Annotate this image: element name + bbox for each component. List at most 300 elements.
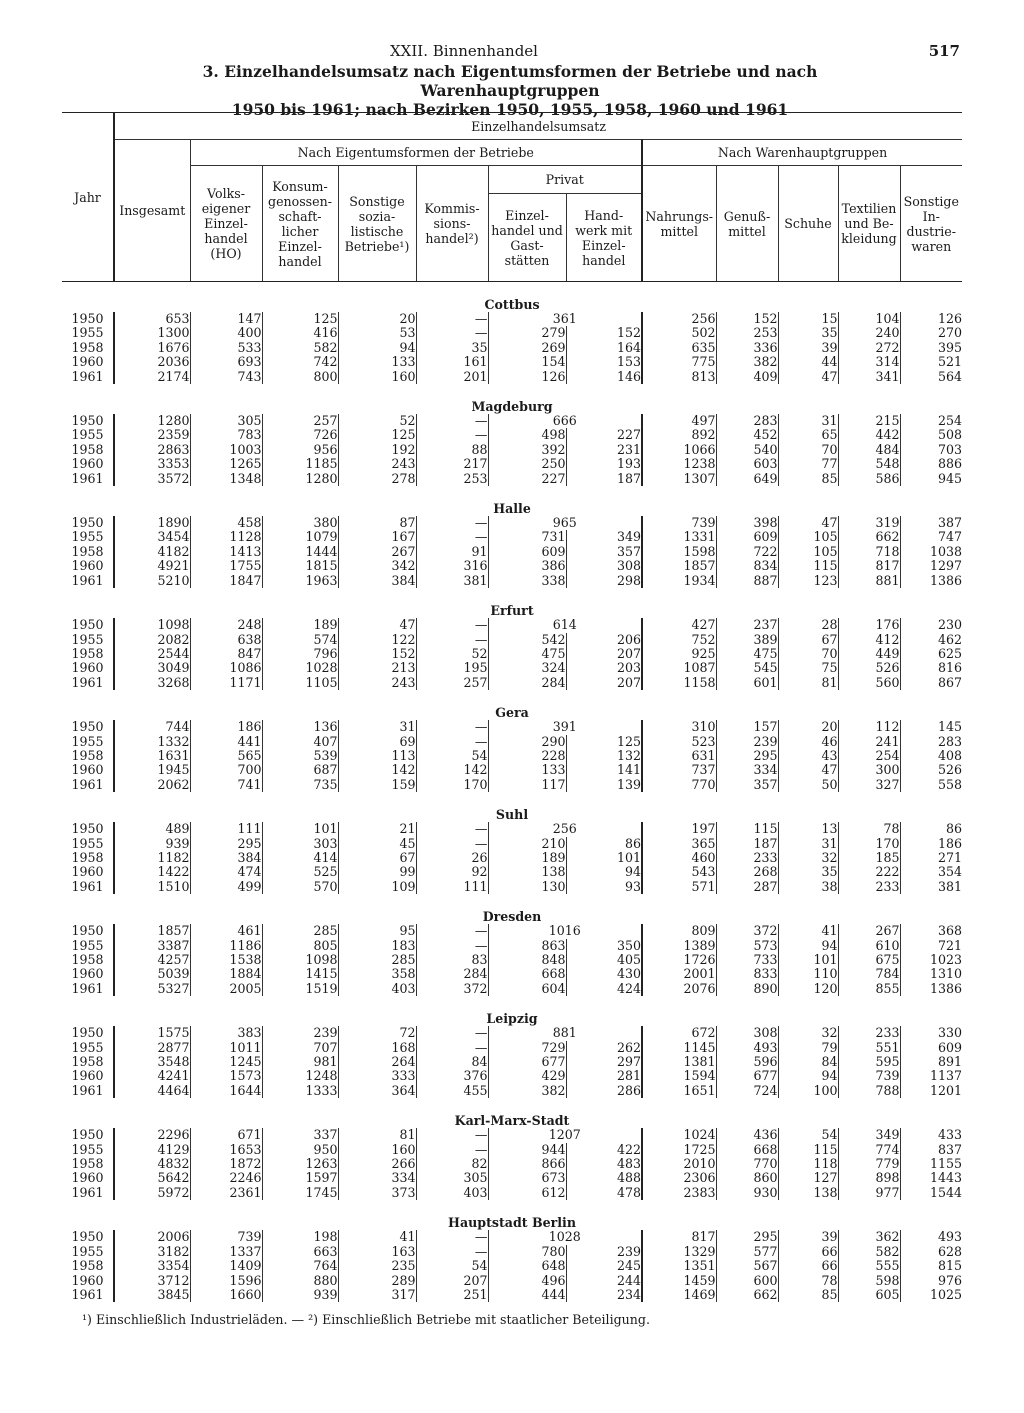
value-cell: — [416,414,488,428]
value-cell: 254 [900,414,962,428]
value-cell: 2006 [114,1230,190,1244]
value-cell: 779 [838,1157,900,1171]
value-cell: 817 [838,559,900,573]
table-row [62,837,962,851]
value-cell: 100 [778,1084,838,1098]
year-cell: 1958 [71,645,104,661]
value-cell: 101 [778,953,838,967]
value-cell: 35 [416,341,488,355]
value-cell: 26 [416,851,488,865]
value-cell: 70 [778,647,838,661]
value-cell: 543 [642,865,716,879]
value-cell: 1265 [190,457,262,471]
value-cell: 133 [338,355,416,369]
value-cell: 598 [838,1274,900,1288]
value-cell: 77 [778,457,838,471]
value-cell: 86 [566,837,642,851]
value-cell: 95 [338,924,416,938]
region-heading: Suhl [495,806,529,822]
value-cell: — [416,516,488,530]
value-cell: 774 [838,1143,900,1157]
value-cell: 84 [778,1055,838,1069]
table-title-line-2: 1950 bis 1961; nach Bezirken 1950, 1955, 1958, 1960 und 1961 [231,100,789,119]
value-cell: 256 [642,312,716,326]
value-cell: 4257 [114,953,190,967]
value-cell: 847 [190,647,262,661]
value-cell: 201 [416,370,488,384]
value-cell: 193 [566,457,642,471]
value-cell: 612 [488,1186,566,1200]
privat-total-cell: 666 [488,414,642,428]
value-cell: 130 [488,880,566,894]
value-cell: 577 [716,1245,778,1259]
value-cell: 142 [338,763,416,777]
value-cell: 1201 [900,1084,962,1098]
value-cell: 147 [190,312,262,326]
value-cell: 4182 [114,545,190,559]
value-cell: 1348 [190,472,262,486]
value-cell: 99 [338,865,416,879]
value-cell: 5039 [114,967,190,981]
value-cell: 721 [900,939,962,953]
value-cell: 567 [716,1259,778,1273]
year-cell: 1955 [71,529,104,545]
value-cell: 1023 [900,953,962,967]
value-cell: 493 [900,1230,962,1244]
table-row [62,851,962,865]
value-cell: 227 [488,472,566,486]
value-cell: 5327 [114,982,190,996]
value-cell: 262 [566,1041,642,1055]
value-cell: 267 [838,924,900,938]
value-cell: 1333 [262,1084,338,1098]
value-cell: 813 [642,370,716,384]
year-cell: 1961 [71,980,104,996]
value-cell: 1105 [262,676,338,690]
value-cell: 1158 [642,676,716,690]
value-cell: 269 [488,341,566,355]
value-cell: 395 [900,341,962,355]
value-cell: 113 [338,749,416,763]
value-cell: 405 [566,953,642,967]
value-cell: 837 [900,1143,962,1157]
value-cell: 136 [262,720,338,734]
value-cell: 1011 [190,1041,262,1055]
value-cell: 187 [716,837,778,851]
year-cell: 1950 [71,821,104,837]
value-cell: 160 [338,1143,416,1157]
value-cell: 286 [566,1084,642,1098]
value-cell: 488 [566,1171,642,1185]
value-cell: 742 [262,355,338,369]
value-cell: 382 [488,1084,566,1098]
value-cell: 1128 [190,530,262,544]
col-schuhe: Schuhe [778,166,838,282]
value-cell: 314 [838,355,900,369]
table-row [62,457,962,471]
value-cell: 729 [488,1041,566,1055]
region-heading: Magdeburg [471,398,553,414]
table-row [62,865,962,879]
value-cell: 1245 [190,1055,262,1069]
value-cell: 436 [716,1128,778,1142]
value-cell: 817 [642,1230,716,1244]
value-cell: 85 [778,1288,838,1302]
retail-turnover-table [62,112,962,1302]
value-cell: 881 [838,574,900,588]
year-cell: 1960 [71,864,104,880]
value-cell: 1086 [190,661,262,675]
value-cell: 833 [716,967,778,981]
table-row [62,312,962,326]
region-heading: Gera [495,704,529,720]
value-cell: 138 [488,865,566,879]
value-cell: 264 [338,1055,416,1069]
value-cell: 157 [716,720,778,734]
privat-total-cell: 361 [488,312,642,326]
year-cell: 1955 [71,835,104,851]
year-cell: 1955 [71,1141,104,1157]
page-number: 517 [928,42,960,60]
value-cell: 548 [838,457,900,471]
value-cell: 1038 [900,545,962,559]
value-cell: 1745 [262,1186,338,1200]
value-cell: 1280 [262,472,338,486]
value-cell: 475 [716,647,778,661]
value-cell: 1725 [642,1143,716,1157]
value-cell: 153 [566,355,642,369]
value-cell: 3712 [114,1274,190,1288]
value-cell: 662 [716,1288,778,1302]
value-cell: 739 [642,516,716,530]
value-cell: 125 [566,735,642,749]
value-cell: 125 [262,312,338,326]
privat-total-cell: 965 [488,516,642,530]
value-cell: 54 [416,1259,488,1273]
value-cell: 409 [716,370,778,384]
section-title: XXII. Binnenhandel [390,42,538,60]
value-cell: 407 [262,735,338,749]
value-cell: 5972 [114,1186,190,1200]
value-cell: 855 [838,982,900,996]
value-cell: 747 [900,530,962,544]
value-cell: 604 [488,982,566,996]
value-cell: 168 [338,1041,416,1055]
value-cell: 1934 [642,574,716,588]
value-cell: 207 [566,676,642,690]
value-cell: 248 [190,618,262,632]
value-cell: 38 [778,880,838,894]
value-cell: 267 [338,545,416,559]
value-cell: 672 [642,1026,716,1040]
value-cell: 408 [900,749,962,763]
value-cell: 183 [338,939,416,953]
value-cell: 79 [778,1041,838,1055]
value-cell: 2544 [114,647,190,661]
value-cell: 890 [716,982,778,996]
value-cell: 233 [716,851,778,865]
region-heading: Erfurt [490,602,534,618]
value-cell: 341 [838,370,900,384]
value-cell: 764 [262,1259,338,1273]
value-cell: 227 [566,428,642,442]
value-cell: 20 [778,720,838,734]
year-cell: 1958 [71,543,104,559]
value-cell: 1329 [642,1245,716,1259]
table-row [62,647,962,661]
value-cell: 3353 [114,457,190,471]
value-cell: 1351 [642,1259,716,1273]
value-cell: 458 [190,516,262,530]
value-cell: 1443 [900,1171,962,1185]
table-row [62,661,962,675]
value-cell: 382 [716,355,778,369]
year-cell: 1950 [71,923,104,939]
value-cell: 780 [488,1245,566,1259]
value-cell: 54 [778,1128,838,1142]
value-cell: 609 [488,545,566,559]
year-cell: 1955 [71,631,104,647]
value-cell: 892 [642,428,716,442]
value-cell: 78 [838,822,900,836]
group-eigentumsformen: Nach Eigentumsformen der Betriebe [190,140,642,166]
value-cell: 189 [488,851,566,865]
value-cell: 66 [778,1245,838,1259]
value-cell: 673 [488,1171,566,1185]
value-cell: 452 [716,428,778,442]
value-cell: 35 [778,326,838,340]
value-cell: 303 [262,837,338,851]
value-cell: 493 [716,1041,778,1055]
value-cell: 461 [190,924,262,938]
col-sonstige-sozialistische: Sonstige sozia- listische Betriebe¹) [338,166,416,282]
value-cell: 285 [338,953,416,967]
value-cell: 526 [900,763,962,777]
value-cell: 1598 [642,545,716,559]
year-cell: 1961 [71,776,104,792]
value-cell: 164 [566,341,642,355]
year-cell: 1961 [71,1184,104,1200]
value-cell: 545 [716,661,778,675]
table-row [62,1041,962,1055]
table-row [62,341,962,355]
group-einzelhandelsumsatz: Einzelhandelsumsatz [114,113,962,140]
value-cell: 13 [778,822,838,836]
region-heading: Cottbus [484,296,540,312]
value-cell: 254 [838,749,900,763]
table-row [62,778,962,792]
table-row [62,735,962,749]
value-cell: 724 [716,1084,778,1098]
value-cell: 112 [838,720,900,734]
value-cell: 4464 [114,1084,190,1098]
table-row [62,326,962,340]
value-cell: 245 [566,1259,642,1273]
value-cell: 1248 [262,1069,338,1083]
value-cell: 126 [900,312,962,326]
value-cell: 600 [716,1274,778,1288]
value-cell: 1594 [642,1069,716,1083]
value-cell: 752 [642,633,716,647]
value-cell: 203 [566,661,642,675]
value-cell: 1413 [190,545,262,559]
value-cell: 2010 [642,1157,716,1171]
value-cell: — [416,1245,488,1259]
value-cell: 349 [566,530,642,544]
value-cell: 1386 [900,982,962,996]
year-cell: 1960 [71,966,104,982]
value-cell: 533 [190,341,262,355]
value-cell: 105 [778,545,838,559]
value-cell: 283 [900,735,962,749]
col-textilien: Textilien und Be- kleidung [838,166,900,282]
value-cell: 1651 [642,1084,716,1098]
table-row [62,618,962,632]
value-cell: 1079 [262,530,338,544]
value-cell: 398 [716,516,778,530]
value-cell: 1890 [114,516,190,530]
year-cell: 1950 [71,311,104,326]
value-cell: 109 [338,880,416,894]
value-cell: 170 [838,837,900,851]
value-cell: 605 [838,1288,900,1302]
table-row [62,370,962,384]
value-cell: 570 [262,880,338,894]
value-cell: 582 [262,341,338,355]
table-row [62,1259,962,1273]
value-cell: 110 [778,967,838,981]
value-cell: 250 [488,457,566,471]
value-cell: — [416,822,488,836]
value-cell: 2296 [114,1128,190,1142]
value-cell: 237 [716,618,778,632]
value-cell: 1444 [262,545,338,559]
value-cell: 1171 [190,676,262,690]
year-cell: 1950 [71,1229,104,1245]
value-cell: 243 [338,457,416,471]
year-cell: 1958 [71,747,104,763]
value-cell: 317 [338,1288,416,1302]
year-cell: 1961 [71,572,104,588]
value-cell: 1857 [642,559,716,573]
year-cell: 1950 [71,1025,104,1041]
table-row [62,880,962,894]
value-cell: 925 [642,647,716,661]
group-warenhauptgruppen: Nach Warenhauptgruppen [642,140,962,166]
table-row [62,1084,962,1098]
value-cell: 281 [566,1069,642,1083]
value-cell: 1469 [642,1288,716,1302]
value-cell: 94 [566,865,642,879]
value-cell: 31 [778,414,838,428]
value-cell: 735 [262,778,338,792]
table-row [62,545,962,559]
value-cell: — [416,1026,488,1040]
value-cell: 542 [488,633,566,647]
year-cell: 1950 [71,413,104,429]
value-cell: 1186 [190,939,262,953]
value-cell: 35 [778,865,838,879]
value-cell: 126 [488,370,566,384]
table-title [120,62,900,119]
value-cell: 1280 [114,414,190,428]
value-cell: 240 [838,326,900,340]
value-cell: 412 [838,633,900,647]
value-cell: 424 [566,982,642,996]
year-cell: 1960 [71,762,104,778]
value-cell: 384 [338,574,416,588]
value-cell: 28 [778,618,838,632]
value-cell: 316 [416,559,488,573]
value-cell: 290 [488,735,566,749]
value-cell: 1066 [642,443,716,457]
value-cell: 956 [262,443,338,457]
value-cell: 244 [566,1274,642,1288]
table-row [62,967,962,981]
value-cell: 816 [900,661,962,675]
value-cell: 230 [900,618,962,632]
value-cell: 368 [900,924,962,938]
value-cell: 635 [642,341,716,355]
year-cell: 1961 [71,674,104,690]
value-cell: 185 [838,851,900,865]
value-cell: 496 [488,1274,566,1288]
table-row [62,443,962,457]
value-cell: 653 [114,312,190,326]
col-ho: Volks- eigener Einzel- handel (HO) [190,166,262,282]
value-cell: 595 [838,1055,900,1069]
region-heading: Hauptstadt Berlin [448,1214,576,1230]
value-cell: 337 [262,1128,338,1142]
year-cell: 1950 [71,719,104,735]
value-cell: 142 [416,763,488,777]
year-cell: 1960 [71,1170,104,1186]
value-cell: 523 [642,735,716,749]
year-cell: 1960 [71,660,104,676]
value-cell: 207 [416,1274,488,1288]
value-cell: 52 [416,647,488,661]
value-cell: 85 [778,472,838,486]
value-cell: 167 [338,530,416,544]
value-cell: 295 [716,1230,778,1244]
table-row [62,953,962,967]
value-cell: 628 [900,1245,962,1259]
value-cell: 239 [262,1026,338,1040]
value-cell: 186 [900,837,962,851]
value-cell: 334 [716,763,778,777]
value-cell: 866 [488,1157,566,1171]
value-cell: 118 [778,1157,838,1171]
value-cell: 800 [262,370,338,384]
col-genussmittel: Genuß- mittel [716,166,778,282]
table-row [62,1055,962,1069]
value-cell: 160 [338,370,416,384]
value-cell: 1389 [642,939,716,953]
value-cell: — [416,939,488,953]
value-cell: — [416,1041,488,1055]
value-cell: 886 [900,457,962,471]
value-cell: 235 [338,1259,416,1273]
value-cell: 4921 [114,559,190,573]
value-cell: 944 [488,1143,566,1157]
value-cell: — [416,837,488,851]
value-cell: 94 [778,1069,838,1083]
value-cell: 364 [338,1084,416,1098]
value-cell: 334 [338,1171,416,1185]
value-cell: 731 [488,530,566,544]
value-cell: 197 [642,822,716,836]
table-row [62,1186,962,1200]
